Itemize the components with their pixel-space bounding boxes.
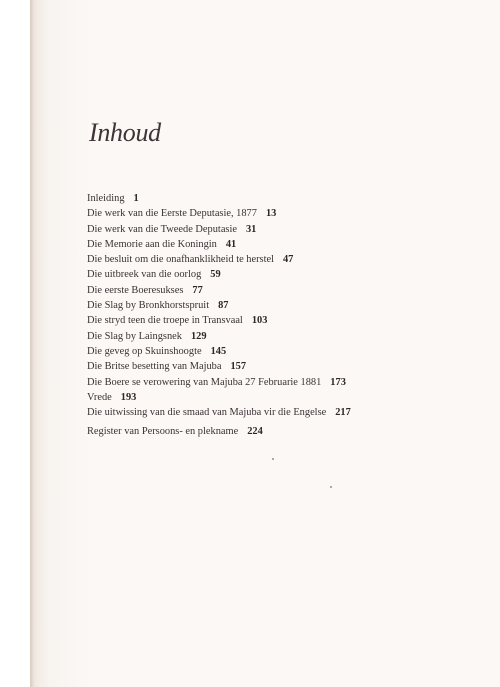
paper-speck — [272, 458, 274, 460]
toc-entry — [87, 267, 351, 282]
toc-entry-title: Die eerste Boeresukses — [87, 284, 184, 296]
toc-entry — [87, 237, 351, 252]
toc-entry-page: 224 — [247, 426, 263, 438]
toc-entry-page: 103 — [251, 315, 268, 327]
toc-entry-title: Vrede — [87, 391, 112, 403]
toc-entry — [87, 390, 351, 405]
toc-entry — [87, 405, 351, 420]
toc-entry — [87, 283, 351, 298]
toc-entry-title: Inleiding — [87, 193, 125, 204]
toc-entry — [87, 206, 351, 221]
toc-entry — [87, 329, 351, 344]
toc-entry-page: 217 — [335, 407, 351, 419]
toc-entry-title: Register van Persoons- en plekname — [87, 426, 239, 438]
toc-entry-title: Die besluit om die onafhanklikheid te herstel — [87, 254, 274, 266]
toc-entry — [87, 313, 351, 328]
spine-shadow — [30, 0, 34, 687]
toc-entry-title: Die Slag by Laingsnek — [87, 330, 182, 342]
toc-entry-page: 193 — [120, 391, 137, 403]
toc-entry-page: 1 — [133, 193, 139, 204]
toc-entry-page: 13 — [265, 208, 277, 220]
toc-entry-page: 145 — [210, 345, 227, 357]
toc-entry — [87, 375, 351, 390]
toc-entry-page: 77 — [192, 284, 203, 296]
toc-entry-title: Die uitwissing van die smaad van Majuba vir die Engelse — [87, 407, 327, 419]
toc-entry — [87, 298, 351, 313]
toc-entry-page: 59 — [210, 269, 221, 281]
toc-entry-page: 173 — [330, 376, 346, 388]
toc-entry — [87, 424, 351, 439]
toc-entry-title: Die Britse besetting van Majuba — [87, 361, 222, 373]
toc-entry-page: 31 — [245, 223, 257, 235]
toc-entry — [87, 252, 351, 267]
toc-entry — [87, 222, 351, 237]
toc-entry — [87, 191, 351, 206]
toc-entry-title: Die stryd teen die troepe in Transvaal — [87, 315, 243, 327]
toc-entry-title: Die Slag by Bronkhorstspruit — [87, 300, 210, 312]
toc-entry — [87, 359, 351, 374]
toc-entry-title: Die Boere se verowering van Majuba 27 Februarie 1881 — [87, 376, 322, 388]
toc-entry — [87, 344, 351, 359]
paper-speck — [330, 486, 332, 488]
toc-entry-title: Die uitbreek van die oorlog — [87, 269, 202, 281]
toc-entry-page: 47 — [282, 254, 294, 266]
book-page — [30, 0, 500, 687]
toc-entry-page: 129 — [190, 330, 207, 342]
toc-entry-page: 87 — [218, 300, 229, 312]
toc-entry-page: 41 — [225, 238, 237, 250]
toc-entry-title: Die werk van die Tweede Deputasie — [87, 223, 237, 235]
toc-entry-title: Die geveg op Skuinshoogte — [87, 345, 202, 357]
toc-entry-page: 157 — [230, 361, 247, 373]
toc-entry-title: Die Memorie aan die Koningin — [87, 238, 217, 250]
toc-entry-title: Die werk van die Eerste Deputasie, 1877 — [87, 208, 257, 220]
page-title: Inhoud — [89, 118, 161, 147]
table-of-contents — [87, 191, 351, 440]
page-gutter — [0, 0, 30, 687]
